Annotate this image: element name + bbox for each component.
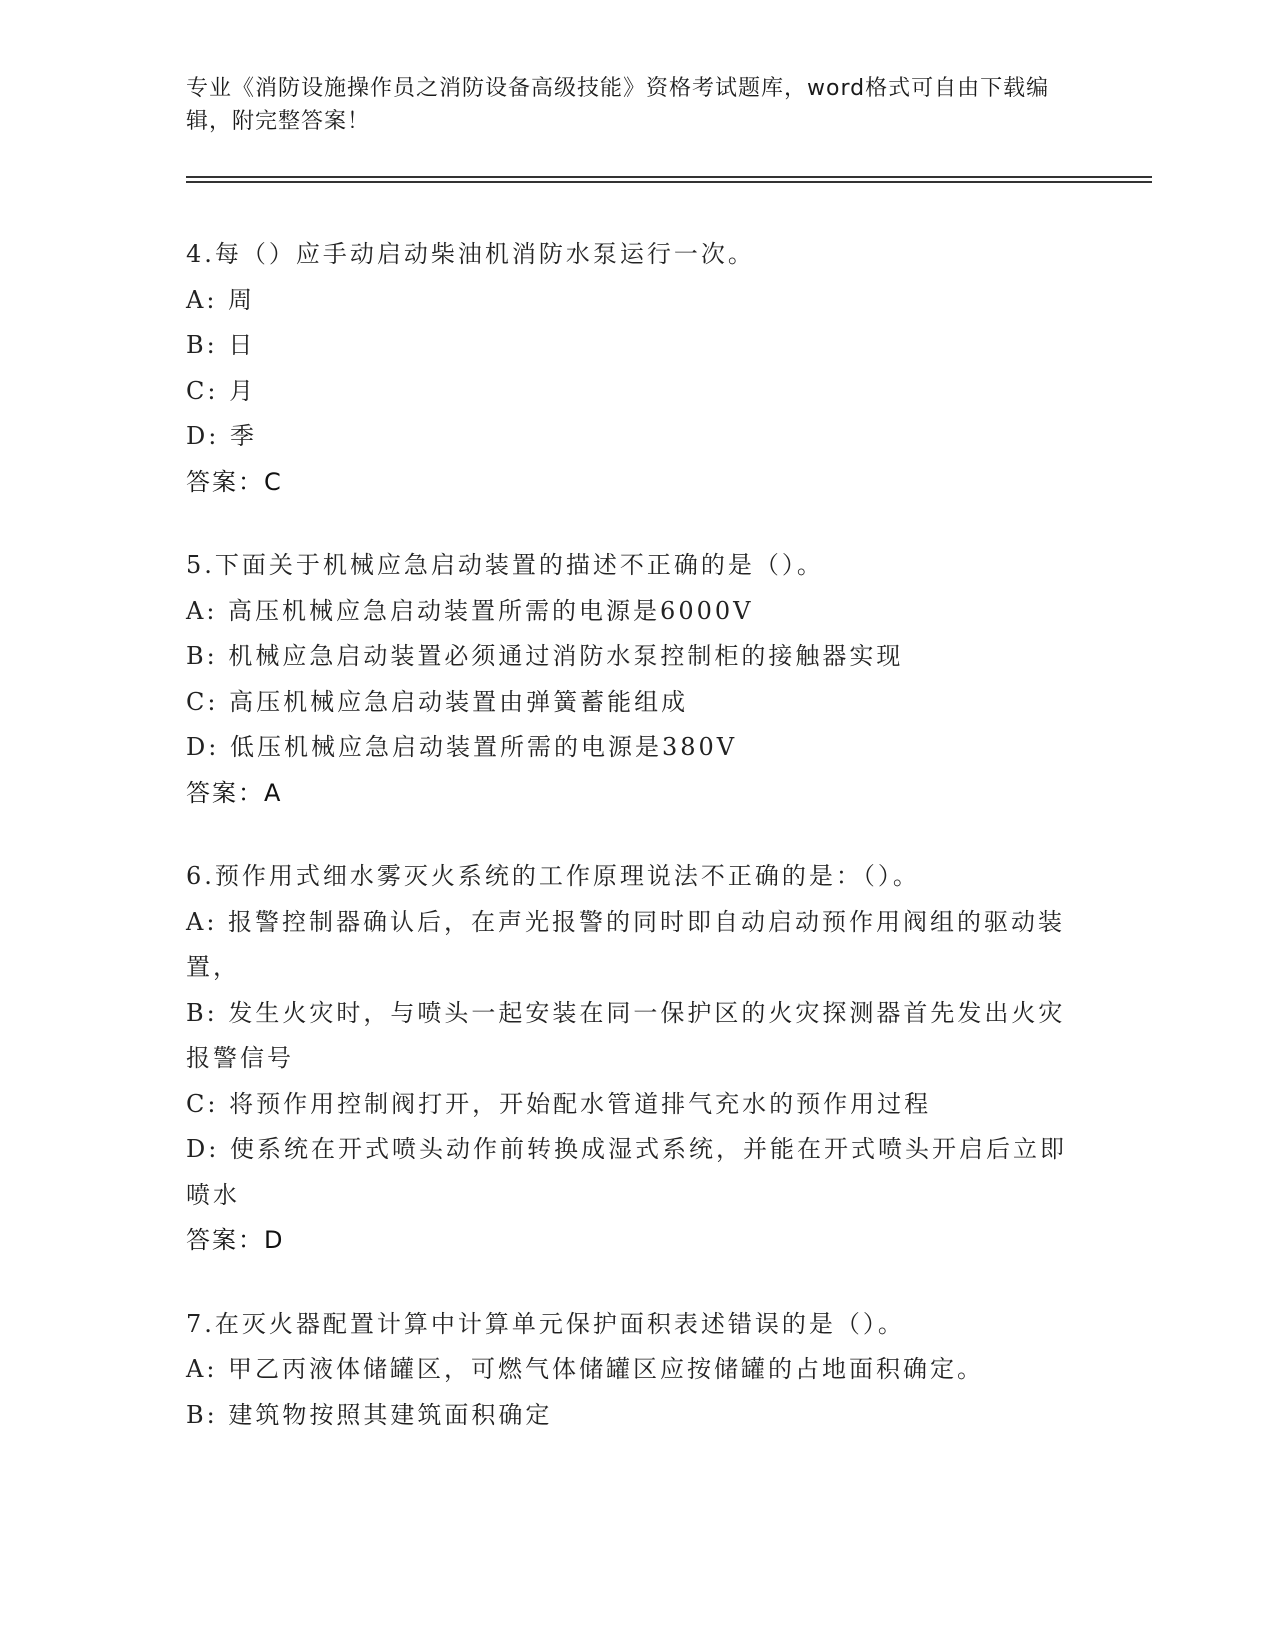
option-d: D: 季 (186, 422, 257, 450)
option-b: B: 发生火灾时，与喷头一起安装在同一保护区的火灾探测器首先发出火灾报警信号 (186, 998, 1066, 1072)
option-d: D: 低压机械应急启动装置所需的电源是380V (186, 733, 738, 761)
document-header (186, 72, 1066, 138)
option-b: B: 机械应急启动装置必须通过消防水泵控制柜的接触器实现 (186, 642, 904, 670)
option-b: B: 建筑物按照其建筑面积确定 (186, 1400, 553, 1429)
header-divider-top (186, 176, 1152, 178)
option-c: C: 将预作用控制阀打开，开始配水管道排气充水的预作用过程 (186, 1089, 932, 1118)
option-c: C: 高压机械应急启动装置由弹簧蓄能组成 (186, 687, 689, 716)
option-c: C: 月 (186, 376, 257, 405)
question-6 (186, 854, 1086, 1264)
option-a: A: 报警控制器确认后，在声光报警的同时即自动启动预作用阀组的驱动装置， (186, 907, 1066, 981)
document-title: 专业《消防设施操作员之消防设备高级技能》资格考试题库，word格式可自由下载编辑，附完整答案！ (186, 76, 1050, 134)
question-4 (186, 232, 1086, 505)
question-list (186, 232, 1086, 1476)
option-b: B: 日 (186, 331, 256, 359)
question-7 (186, 1302, 1086, 1439)
option-a: A: 高压机械应急启动装置所需的电源是6000V (186, 596, 754, 625)
question-stem: 7.在灭火器配置计算中计算单元保护面积表述错误的是（）。 (186, 1309, 905, 1338)
question-stem: 6.预作用式细水雾灭火系统的工作原理说法不正确的是：（）。 (186, 862, 920, 890)
option-d: D: 使系统在开式喷头动作前转换成湿式系统，并能在开式喷头开启后立即喷水 (186, 1135, 1067, 1209)
option-a: A: 周 (186, 285, 256, 314)
question-stem: 4.每（）应手动启动柴油机消防水泵运行一次。 (186, 240, 755, 268)
question-5 (186, 543, 1086, 816)
question-stem: 5.下面关于机械应急启动装置的描述不正确的是（）。 (186, 551, 824, 579)
answer-label: 答案：C (186, 467, 283, 496)
header-divider-bottom (186, 181, 1152, 183)
answer-label: 答案：D (186, 1226, 285, 1254)
answer-label: 答案：A (186, 778, 283, 807)
option-a: A: 甲乙丙液体储罐区，可燃气体储罐区应按储罐的占地面积确定。 (186, 1355, 985, 1383)
